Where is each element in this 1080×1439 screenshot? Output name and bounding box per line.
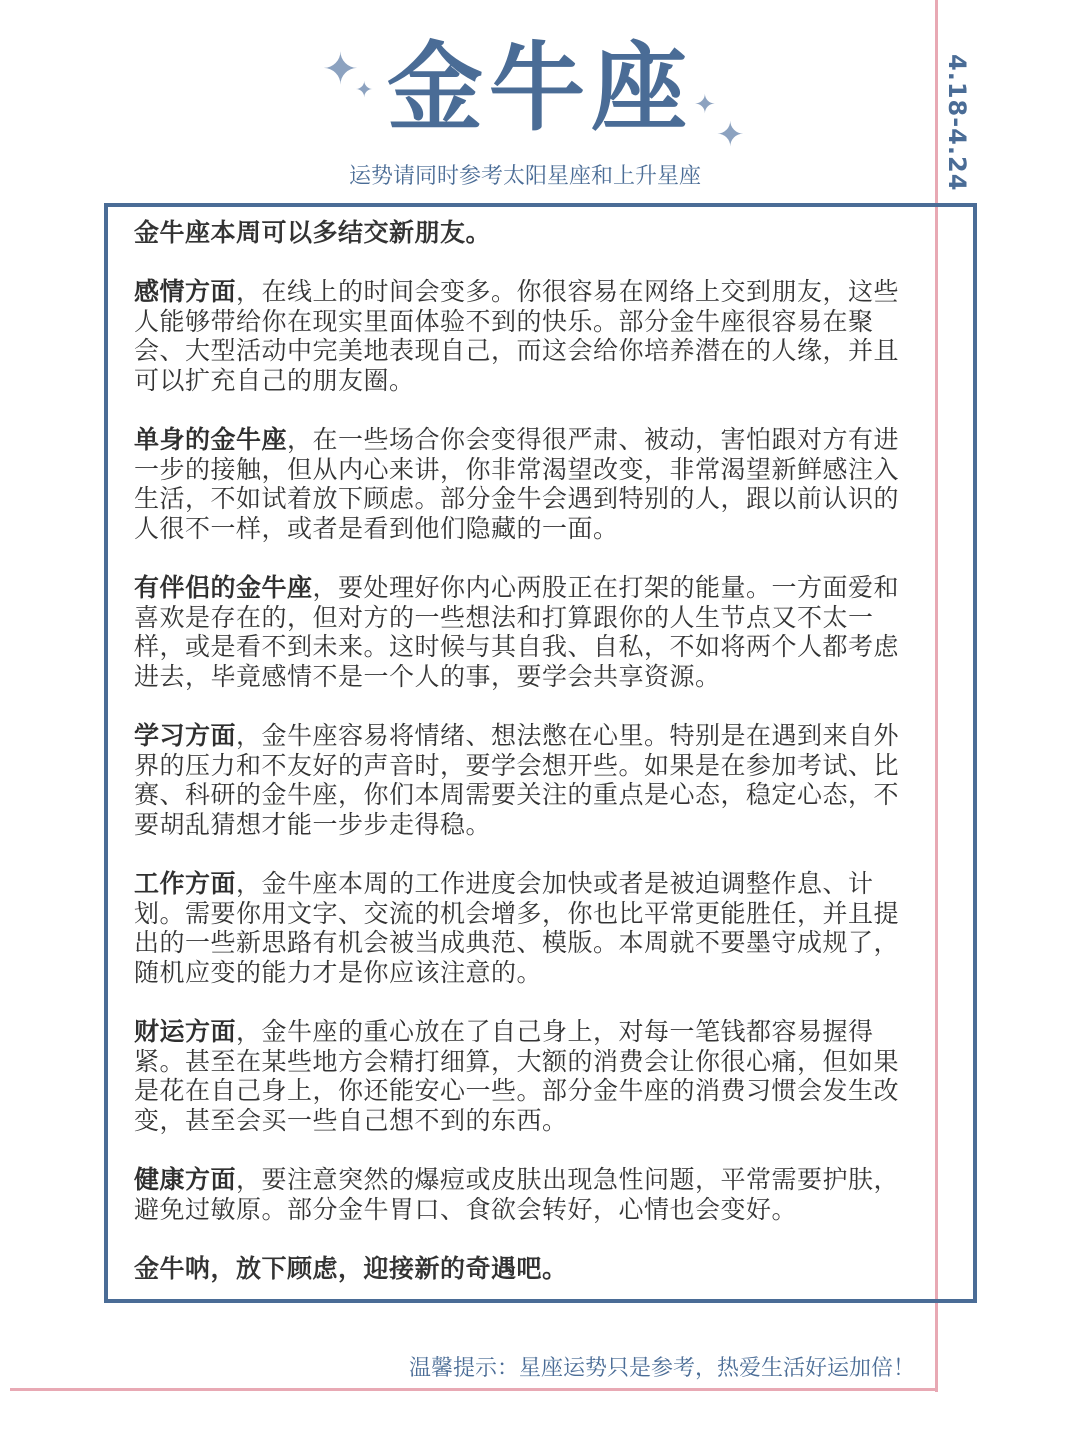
section-text: ，在一些场合你会变得很严肃、被动，害怕跟对方有进一步的接触，但从内心来讲，你非常渴望改变，非常渴望新鲜感注入生活，不如试着放下顾虑。部分金牛会遇到特别的人，跟以前认识的人很不一样，或者是看到他们隐藏的一面。 (134, 425, 900, 543)
section-love (134, 277, 924, 395)
section-study (134, 721, 924, 839)
sparkle-icon: ✦ (694, 90, 716, 120)
section-text: ，金牛座本周的工作进度会加快或者是被迫调整作息、计划。需要你用文字、交流的机会增多，你也比平常更能胜任，并且提出的一些新思路有机会被当成典范、模版。本周就不要墨守成规了，随机应变的能力才是你应该注意的。 (134, 869, 900, 987)
footer-tip: 温馨提示：星座运势只是参考，热爱生活好运加倍！ (408, 1356, 915, 1381)
sparkle-icon: ✦ (355, 78, 374, 103)
page-title: 金牛座 (387, 32, 693, 144)
pink-horizontal-line (10, 1388, 938, 1391)
horoscope-content (134, 218, 924, 1313)
section-heading: 单身的金牛座 (134, 425, 288, 455)
section-text: ，要处理好你内心两股正在打架的能量。一方面爱和喜欢是存在的，但对方的一些想法和打算跟你的人生节点又不太一样，或是看不到未来。这时候与其自我、自私，不如将两个人都考虑进去，毕竟感情不是一个人的事，要学会共享资源。 (134, 573, 900, 691)
section-text: ，在线上的时间会变多。你很容易在网络上交到朋友，这些人能够带给你在现实里面体验不到的快乐。部分金牛座很容易在聚会、大型活动中完美地表现自己，而这会给你培养潜在的人缘，并且可以扩充自己的朋友圈。 (134, 277, 900, 395)
section-health (134, 1165, 924, 1224)
section-heading: 学习方面 (134, 721, 237, 751)
sparkle-icon: ✦ (322, 44, 359, 95)
closing-line: 金牛呐，放下顾虑，迎接新的奇遇吧。 (134, 1253, 568, 1283)
date-range: 4.18-4.24 (943, 54, 971, 192)
section-heading: 财运方面 (134, 1017, 237, 1047)
section-heading: 感情方面 (134, 277, 237, 307)
section-text: ，金牛座容易将情绪、想法憋在心里。特别是在遇到来自外界的压力和不友好的声音时，要学会想开些。如果是在参加考试、比赛、科研的金牛座，你们本周需要关注的重点是心态，稳定心态，不要胡乱猜想才能一步步走得稳。 (134, 721, 900, 839)
section-text: ，要注意突然的爆痘或皮肤出现急性问题，平常需要护肤，避免过敏原。部分金牛胃口、食欲会转好，心情也会变好。 (134, 1165, 900, 1224)
section-work (134, 869, 924, 987)
intro-line: 金牛座本周可以多结交新朋友。 (134, 218, 492, 247)
section-single (134, 425, 924, 543)
section-wealth (134, 1017, 924, 1135)
section-heading: 工作方面 (134, 869, 237, 899)
section-text: ，金牛座的重心放在了自己身上，对每一笔钱都容易握得紧。甚至在某些地方会精打细算，大额的消费会让你很心痛，但如果是花在自己身上，你还能安心一些。部分金牛座的消费习惯会发生改变，甚至会买一些自己想不到的东西。 (134, 1017, 900, 1135)
section-heading: 健康方面 (134, 1165, 237, 1194)
section-partner (134, 573, 924, 691)
section-heading: 有伴侣的金牛座 (134, 573, 313, 603)
sparkle-icon: ✦ (716, 115, 745, 155)
subtitle: 运势请同时参考太阳星座和上升星座 (348, 164, 701, 189)
